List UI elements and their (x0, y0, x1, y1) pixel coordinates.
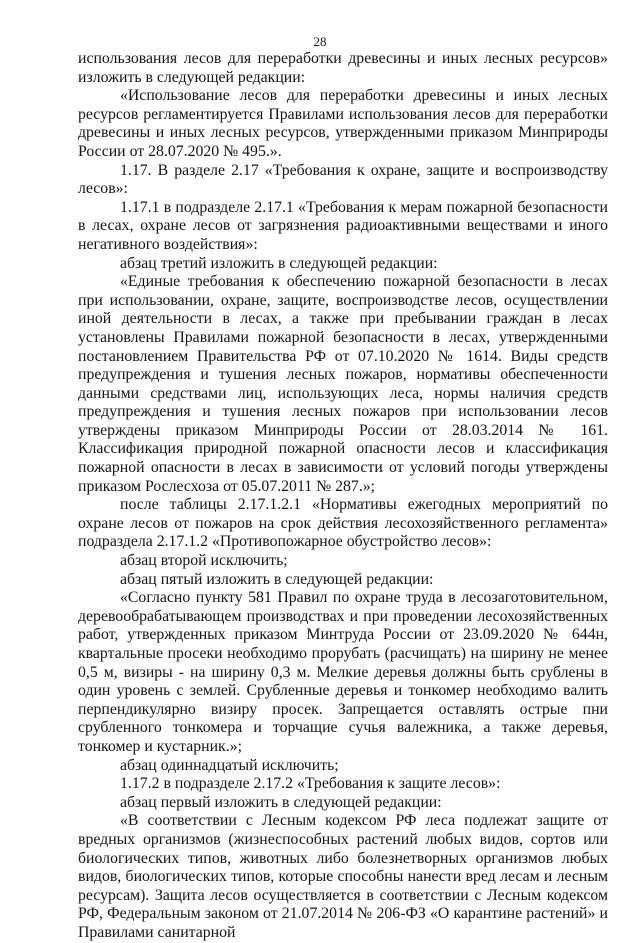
paragraph-5: абзац третий изложить в следующей редакции: (120, 254, 438, 272)
paragraph-3: 1.17. В разделе 2.17 «Требования к охране, защите и воспроизводству лесов»: (78, 161, 608, 198)
paragraph-9: абзац пятый изложить в следующей редакции: (120, 570, 434, 588)
paragraph-7: после таблицы 2.17.1.2.1 «Нормативы ежегодных мероприятий по охране лесов от пожаров на срок действия лесохозяйственного регламента» подраздела 2.17.1.2 «Противопожарное обустройство лесов»: (78, 496, 608, 551)
paragraph-8: абзац второй исключить; (120, 552, 288, 570)
paragraph-2: «Использование лесов для переработки древесины и иных лесных ресурсов регламентируется Правилами использования лесов для переработки древесины и иных лесных ресурсов, утвержденными приказом Минприроды России от 28.07.2020 № 495.». (78, 87, 608, 160)
paragraph-14: «В соответствии с Лесным кодексом РФ леса подлежат защите от вредных организмов (жизнеспособных растений любых видов, сортов или биологических типов, животных либо болезнетворных организмов любых видов, биологических типов, которые способны нанести вред лесам и лесным ресурсам). Защита лесов осуществляется в соответствии с Лесным кодексом РФ, Федеральным законом от 21.07.2014 № 206-ФЗ «О карантине растений» и Правилами санитарной (78, 812, 608, 941)
paragraph-10: «Согласно пункту 581 Правил по охране труда в лесозаготовительном, деревообрабатывающем производствах и при проведении лесохозяйственных работ, утвержденных приказом Минтруда России от 23.09.2020 № 644н, квартальные просеки необходимо прорубать (расчищать) на ширину не менее 0,5 м, визиры - на ширину 0,3 м. Мелкие деревья должны быть срублены в один уровень с землей. Срубленные деревья и тонкомер необходимо валить перпендикулярно визиру просек. Запрещается оставлять острые пни срубленного тонкомера и торчащие сучья валежника, а также деревья, тонкомер и кустарник.»; (78, 589, 608, 755)
paragraph-13: абзац первый изложить в следующей редакции: (120, 793, 442, 811)
document-body (78, 50, 608, 943)
paragraph-11: абзац одиннадцатый исключить; (120, 756, 339, 774)
page-number: 28 (313, 34, 327, 49)
paragraph-6: «Единые требования к обеспечению пожарной безопасности в лесах при использовании, охране, защите, воспроизводстве лесов, осуществлении иной деятельности в лесах, а также при пребывании граждан в лесах установлены Правилами пожарной безопасности в лесах, утвержденными постановлением Правительства РФ от 07.10.2020 № 1614. Виды средств предупреждения и тушения лесных пожаров, нормативы обеспеченности данными средствами лиц, использующих леса, нормы наличия средств предупреждения и тушения лесных пожаров при использовании лесов утверждены приказом Минприроды России от 28.03.2014 № 161. Классификация природной пожарной опасности лесов и классификация пожарной опасности в лесах в зависимости от условий погоды утверждены приказом Рослесхоза от 05.07.2011 № 287.»; (78, 273, 608, 495)
paragraph-4: 1.17.1 в подразделе 2.17.1 «Требования к мерам пожарной безопасности в лесах, охране лесов от загрязнения радиоактивными веществами и иного негативного воздействия»: (78, 198, 608, 253)
paragraph-12: 1.17.2 в подразделе 2.17.2 «Требования к защите лесов»: (120, 775, 501, 793)
paragraph-1: использования лесов для переработки древесины и иных лесных ресурсов» изложить в следующей редакции: (78, 50, 608, 86)
